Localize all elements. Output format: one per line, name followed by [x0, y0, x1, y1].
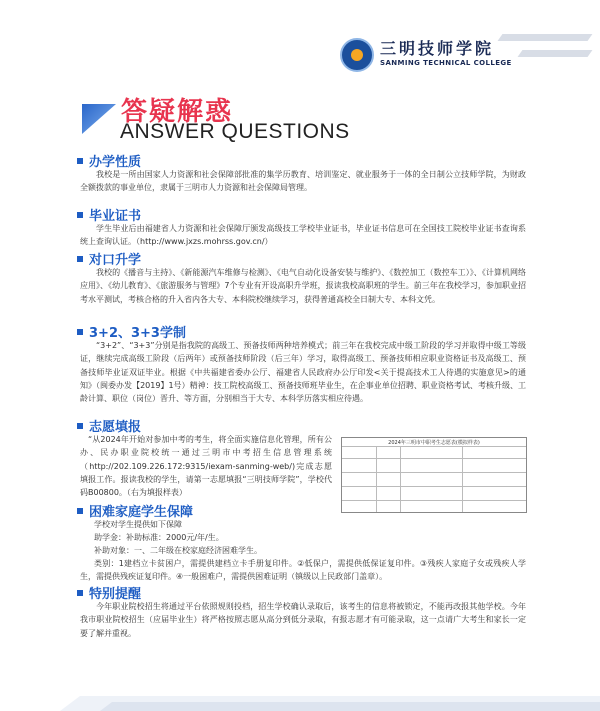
support-line: 类别：1建档立卡贫困户，需提供建档立卡手册复印件。②低保户，需提供低保证复印件。③残疾人家庭子女或残疾人学生，需提供残疾证复印件。④一般困难户，需提供困难证明（镇级以上民政部门盖章）。: [80, 559, 526, 582]
header-bar: [0, 0, 600, 80]
bullet-square-icon: [77, 256, 83, 262]
section-title: 办学性质: [89, 155, 142, 170]
form-row: [342, 458, 526, 459]
sample-application-form: [341, 437, 527, 513]
support-line: 学校对学生提供如下保障: [94, 520, 182, 529]
page-title: 答疑解惑: [121, 97, 234, 127]
decorative-stripe: [518, 50, 593, 57]
school-logo-icon: [340, 38, 374, 72]
form-column: [462, 446, 463, 512]
support-line: 补助对象：一、二年级在校家庭经济困难学生。: [94, 546, 262, 555]
section-text: 学生毕业后由福建省人力资源和社会保障厅颁发高级技工学校毕业证书，毕业证书信息可在全国技工院校毕业证书查询系统上查询认证。（http://www.jxzs.mohrss.gov.cn/）: [80, 224, 526, 247]
bullet-square-icon: [77, 590, 83, 596]
section-title: 毕业证书: [89, 209, 142, 224]
form-row: [342, 446, 526, 447]
school-name-en: SANMING TECHNICAL COLLEGE: [380, 59, 512, 67]
form-column: [400, 446, 401, 512]
section-text: 今年职业院校招生将通过平台依照规则投档，招生学校确认录取后，该考生的信息将被锁定，不能再改报其他学校。今年我市职业院校招生（应届毕业生）将严格按照志愿从高分到低分录取，有报志愿才有可能录取，这一点请广大考生和家长一定要了解并重视。: [80, 602, 526, 638]
section-title: 对口升学: [89, 253, 142, 268]
support-line: 助学金：补助标准：2000元/年/生。: [94, 533, 224, 542]
bullet-square-icon: [77, 212, 83, 218]
bullet-square-icon: [77, 329, 83, 335]
section-title: 特别提醒: [89, 587, 142, 602]
section-title: 3+2、3+3学制: [89, 326, 186, 341]
section-text: 我校的《播音与主持》、《新能源汽车维修与检测》、《电气自动化设备安装与维护》、《数控加工（数控车工）》、《计算机网络应用》、《幼儿教育》、《旅游服务与管理》7个专业有开设高职升学班，报读我校高职班的学生。前三年在我校学习，参加职业招考水平测试，考核合格的升入省内各大专、本科院校继续学习，获得普通高校全日制大专、本科文凭。: [80, 268, 526, 304]
section-title: 困难家庭学生保障: [89, 505, 194, 520]
bullet-square-icon: [77, 158, 83, 164]
bullet-square-icon: [77, 508, 83, 514]
decorative-stripe: [498, 34, 593, 41]
form-column: [376, 446, 377, 512]
form-row: [342, 486, 526, 487]
form-title: 2024年三明市中职考生志愿表(模拟样表): [388, 440, 480, 446]
footer-decoration: [0, 690, 600, 711]
section-title: 志愿填报: [89, 420, 142, 435]
section-text: “从2024年开始对参加中考的考生，将全面实施信息化管理，所有公办、民办职业院校统一通过三明市中考招生信息管理系统（http://202.109.226.172:9315/iexam-sanming-web/)完成志愿填报工作。报读我校的学生，请第一志愿填报“三明技师学院”，学校代码B00800。（右为填报样表）: [80, 435, 332, 498]
section-text: 我校是一所由国家人力资源和社会保障部批准的集学历教育、培训鉴定、就业服务于一体的全日制公立技师学院，为财政全额拨款的事业单位，隶属于三明市人力资源和社会保障局管理。: [80, 170, 526, 193]
page-subtitle-en: ANSWER QUESTIONS: [120, 120, 350, 143]
school-name: 三明技师学院: [380, 39, 495, 58]
form-row: [342, 472, 526, 473]
bullet-square-icon: [77, 423, 83, 429]
form-row: [342, 500, 526, 501]
title-decoration-triangle: [82, 104, 116, 134]
section-text: “3+2”、“3+3”分别是指我院的高级工、预备技师两种培养模式；前三年在我校完成中级工阶段的学习并取得中级工等级证，继续完成高级工阶段（后两年）或预备技师阶段（后三年）学习，取得高级工、预备技师相应职业资格证书及高级工、预备技师毕业证双证毕业。根据《中共福建省委办公厅、福建省人民政府办公厅印发<关于提高技术工人待遇的实施意见>的通知》（闽委办发【2019】1号）精神：技工院校高级工、预备技师班毕业生，在企事业单位招聘、职业资格考试、考核升级、工龄计算、职位（岗位）晋升、等方面，分别相当于大专、本科学历落实相应待遇。: [80, 341, 526, 404]
